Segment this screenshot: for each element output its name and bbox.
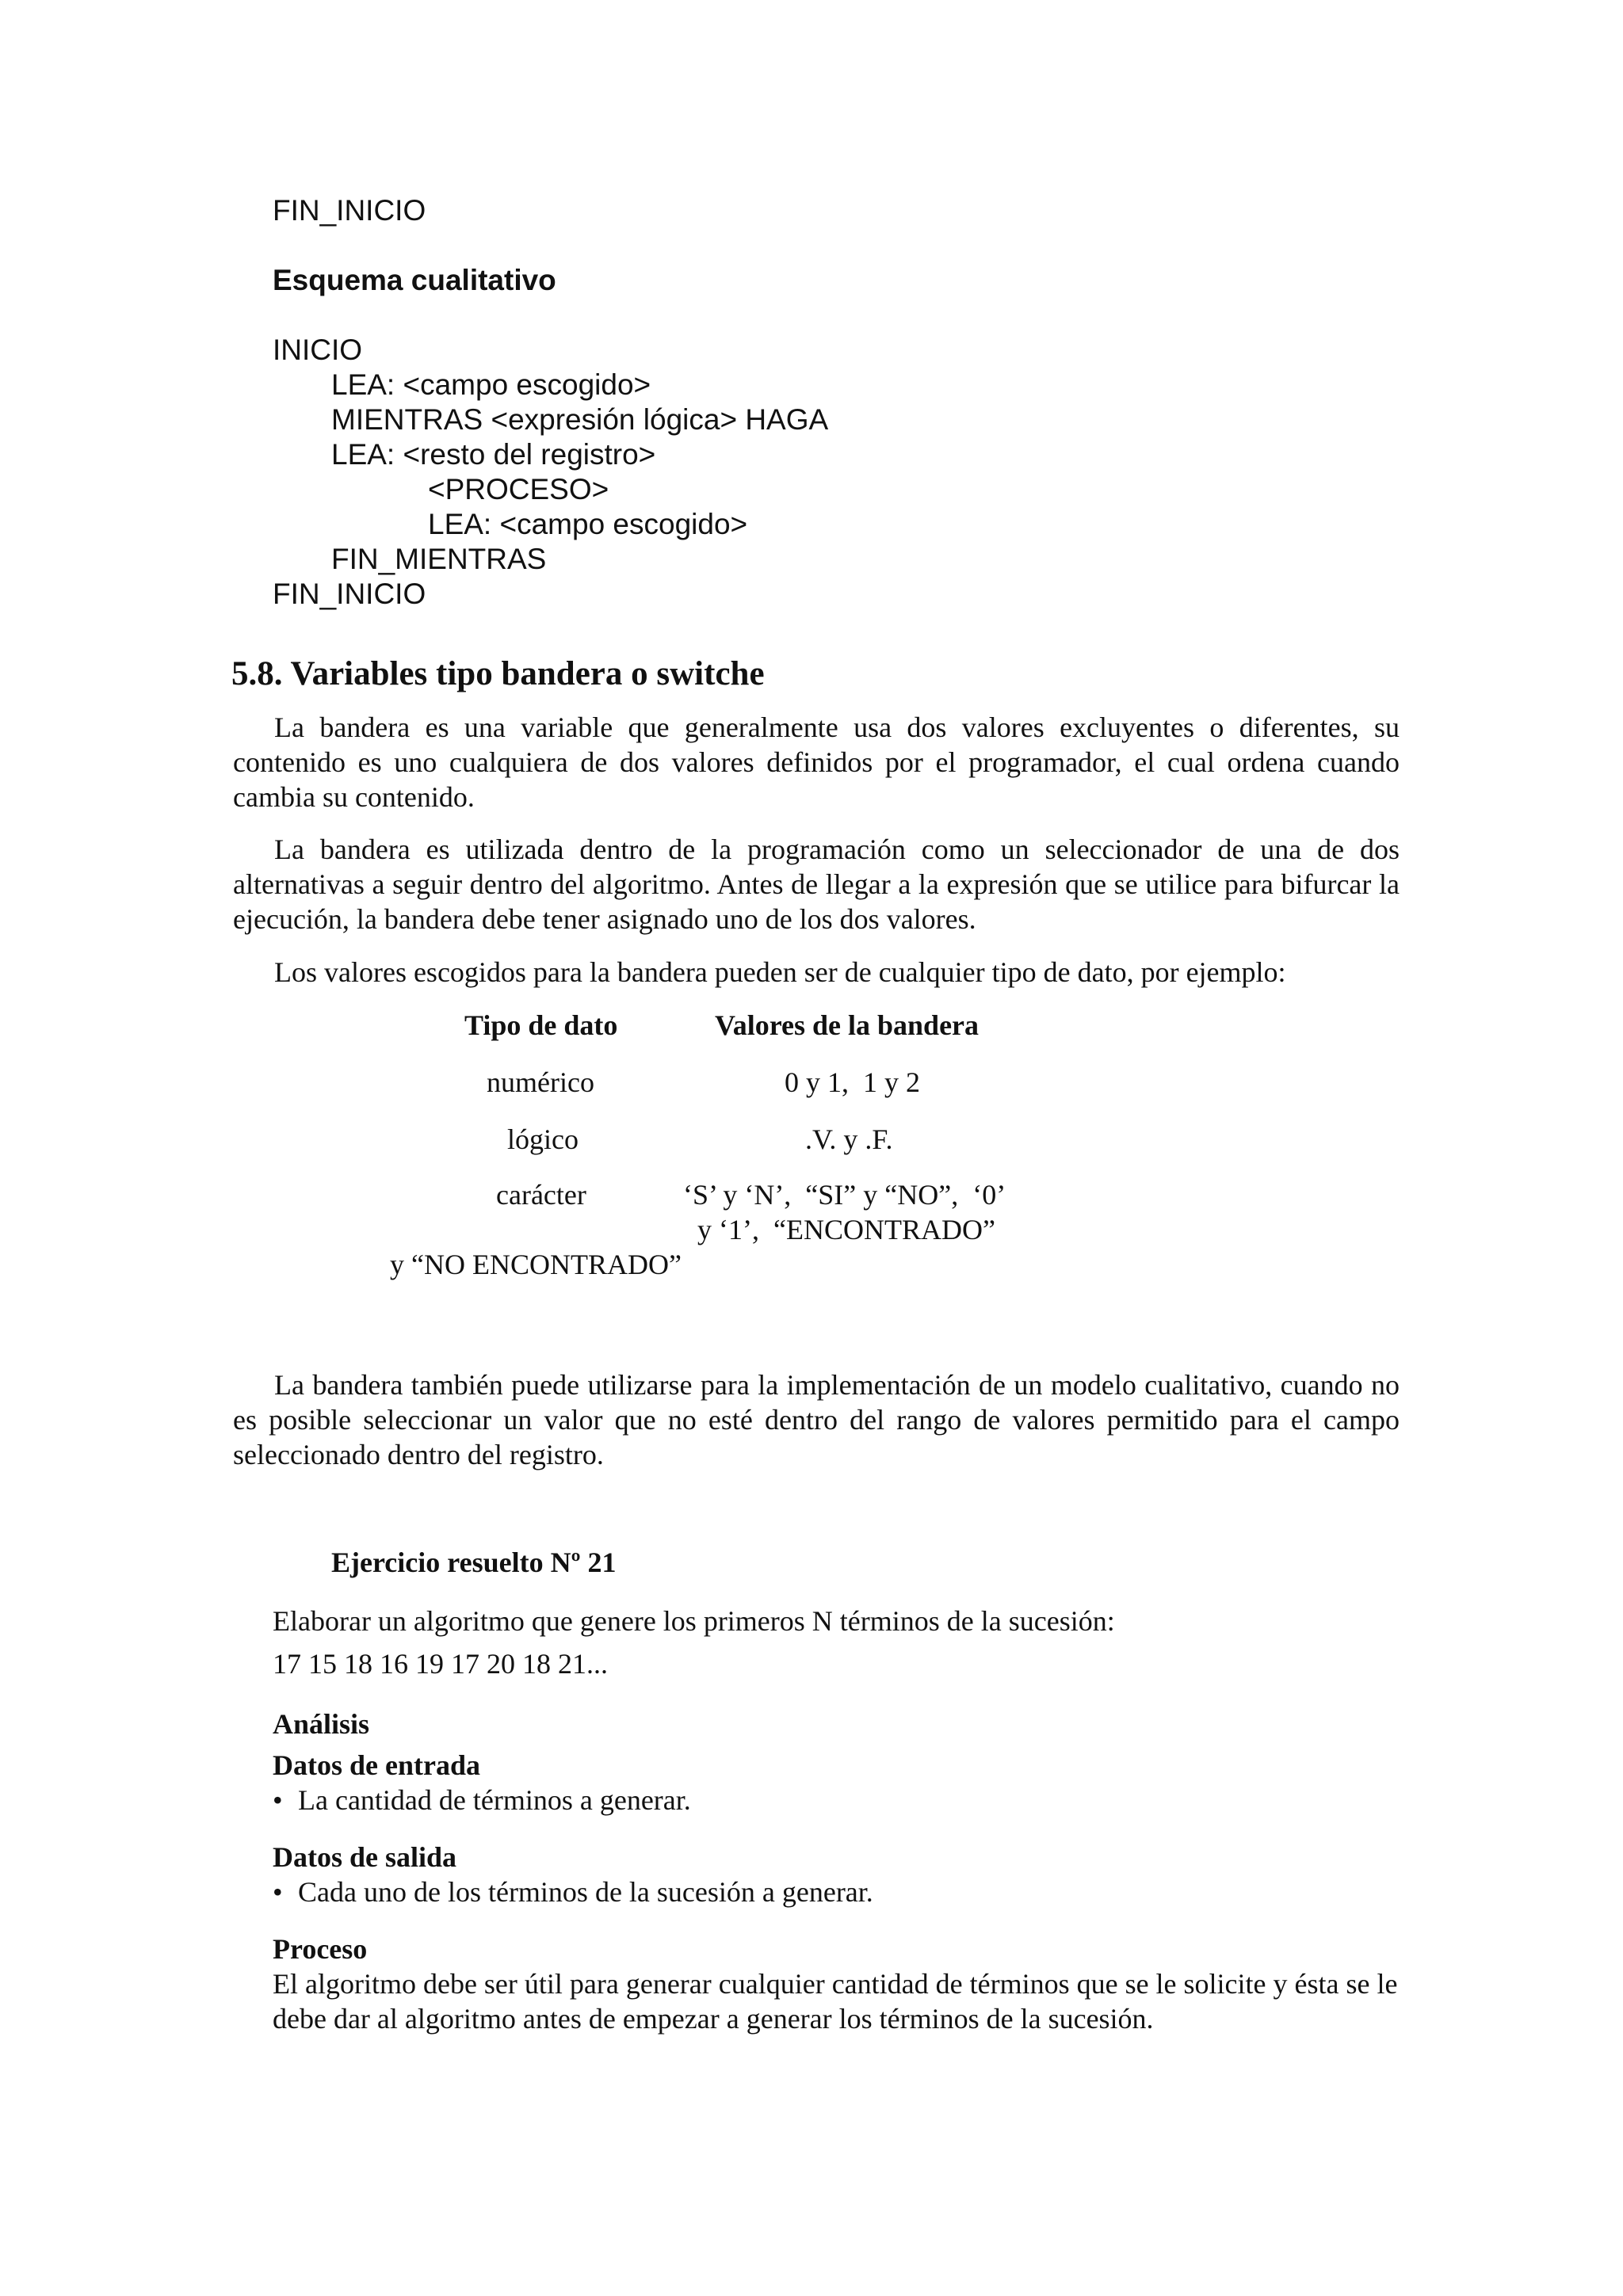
table-cell: ‘S’ y ‘N’, “SI” y “NO”, ‘0’ (683, 1179, 1006, 1211)
process-title: Proceso (273, 1933, 368, 1965)
table-cell-continuation: y ‘1’, “ENCONTRADO” (697, 1214, 995, 1245)
paragraph-text: La bandera es una variable que generalmente usa dos valores excluyentes o diferentes, su contenido es uno cualquiera de dos valores definidos por el programador, el cual ordena cuando cambia su contenido. (233, 711, 1400, 813)
section-heading: 5.8. Variables tipo bandera o switche (231, 655, 765, 692)
list-item (273, 1783, 691, 1817)
paragraph (233, 1367, 1400, 1472)
table-cell: 0 y 1, 1 y 2 (785, 1066, 920, 1098)
code-line: FIN_MIENTRAS (331, 543, 547, 575)
list-item (273, 1875, 873, 1909)
exercise-statement: Elaborar un algoritmo que genere los primeros N términos de la sucesión: (273, 1605, 1115, 1637)
code-line: INICIO (273, 334, 363, 366)
list-item-text: La cantidad de términos a generar. (298, 1784, 691, 1816)
exercise-title: Ejercicio resuelto Nº 21 (331, 1547, 617, 1578)
table-header-tipo: Tipo de dato (464, 1009, 618, 1041)
table-cell: lógico (507, 1123, 579, 1155)
table-cell: numérico (487, 1066, 594, 1098)
process-text: El algoritmo debe ser útil para generar cualquier cantidad de términos que se le solicite y ésta se le debe dar al algoritmo antes de empezar a generar los términos de la sucesión. (273, 1968, 1398, 2035)
code-line: FIN_INICIO (273, 578, 426, 610)
code-line: LEA: <campo escogido> (428, 508, 748, 540)
code-line: LEA: <campo escogido> (331, 368, 651, 401)
code-line: MIENTRAS <expresión lógica> HAGA (331, 403, 829, 436)
exercise-sequence: 17 15 18 16 19 17 20 18 21... (273, 1648, 608, 1680)
output-data-title: Datos de salida (273, 1841, 457, 1873)
paragraph (233, 832, 1400, 936)
table-header-valores: Valores de la bandera (715, 1009, 980, 1041)
schema-title: Esquema cualitativo (273, 264, 556, 296)
paragraph-text: La bandera es utilizada dentro de la programación como un seleccionador de una de dos alternativas a seguir dentro del algoritmo. Antes de llegar a la expresión que se utilice para bifurcar la ejecución, la bandera debe tener asignado uno de los dos valores. (233, 833, 1400, 935)
code-line: <PROCESO> (428, 473, 609, 505)
paragraph-text: Los valores escogidos para la bandera pueden ser de cualquier tipo de dato, por ejemplo: (274, 956, 1286, 988)
bullet-icon: • (273, 1876, 283, 1908)
code-fin-inicio-top: FIN_INICIO (273, 194, 426, 227)
paragraph-text: La bandera también puede utilizarse para la implementación de un modelo cualitativo, cuando no es posible seleccionar un valor que no esté dentro del rango de valores permitido para el campo seleccionado dentro del registro. (233, 1369, 1400, 1470)
table-cell-continuation: y “NO ENCONTRADO” (390, 1249, 682, 1280)
schema-code-block (273, 333, 828, 612)
bullet-icon: • (273, 1784, 283, 1816)
paragraph (233, 710, 1400, 814)
code-line: LEA: <resto del registro> (331, 438, 656, 471)
input-data-title: Datos de entrada (273, 1749, 480, 1781)
analysis-title: Análisis (273, 1708, 370, 1740)
list-item-text: Cada uno de los términos de la sucesión a generar. (298, 1876, 873, 1908)
table-cell: .V. y .F. (805, 1123, 893, 1155)
paragraph (233, 955, 1400, 990)
table-cell: carácter (496, 1179, 586, 1211)
